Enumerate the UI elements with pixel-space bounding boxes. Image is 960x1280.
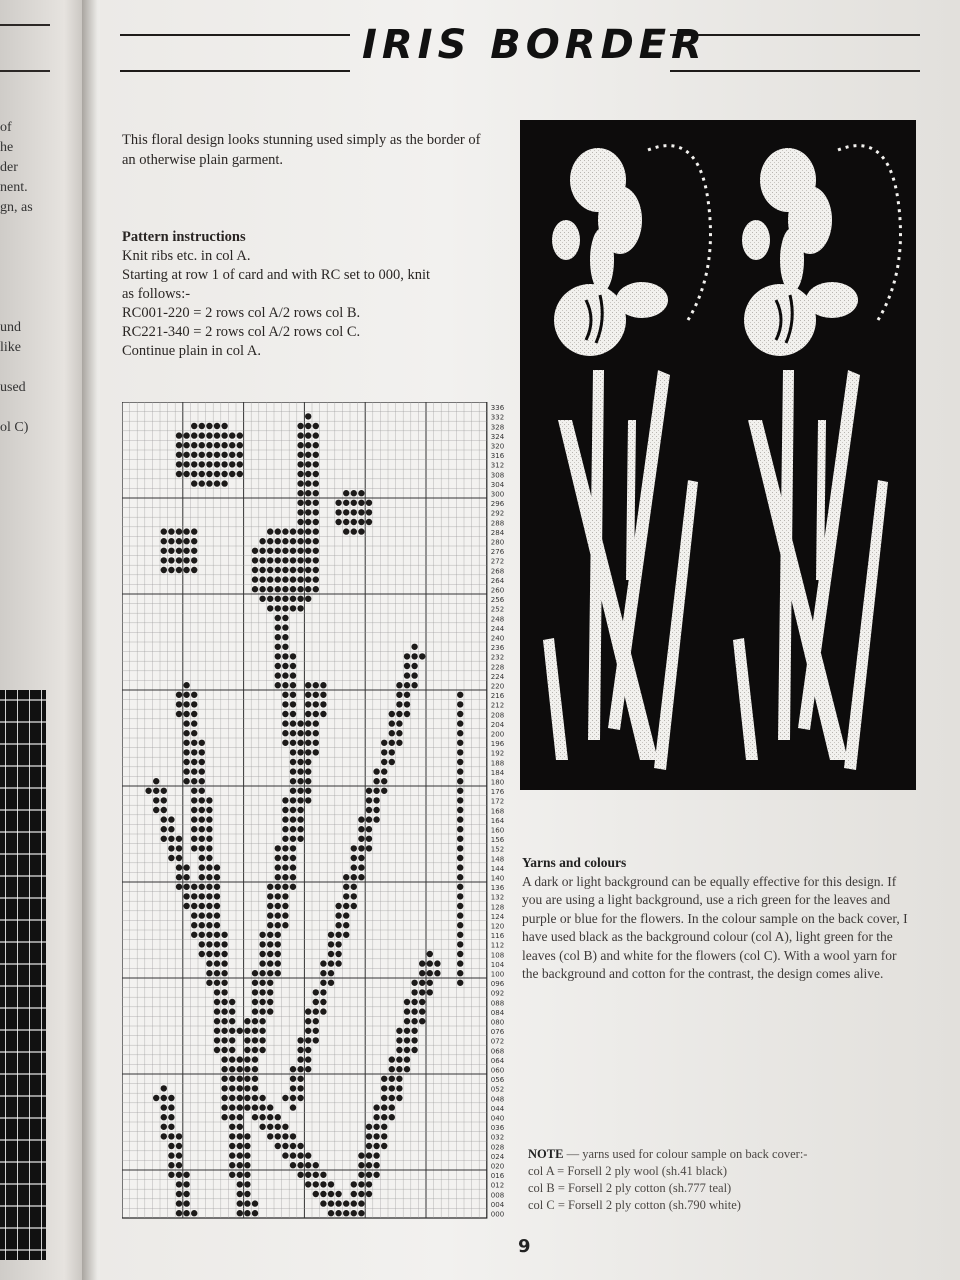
intro-paragraph: This floral design looks stunning used simply as the border of an otherwise plain garment. bbox=[122, 132, 481, 168]
left-text-line bbox=[0, 358, 48, 378]
chart-row-label: 320 bbox=[490, 442, 505, 451]
chart-row-label: 268 bbox=[490, 567, 505, 576]
chart-row-label: 132 bbox=[490, 893, 505, 902]
chart-row-label: 324 bbox=[490, 432, 505, 441]
instruction-line: Knit ribs etc. in col A. bbox=[122, 248, 251, 264]
left-rule-top bbox=[0, 24, 50, 26]
iris-leaf bbox=[543, 638, 568, 760]
iris-petal bbox=[616, 282, 668, 318]
pattern-instructions bbox=[122, 228, 502, 361]
chart-row-label: 060 bbox=[490, 1066, 505, 1075]
chart-row-label: 012 bbox=[490, 1181, 505, 1190]
title-rule-right-bottom bbox=[670, 70, 920, 72]
left-text-line bbox=[0, 238, 48, 258]
yarns-text: A dark or light background can be equally effective for this design. If you are using a light background, use a rich green for the leaves and purple or blue for the flowers. In the colour sample on the back cover, I have used black as the background colour (col A), light green for the leaves (col B) and white for the flowers (col C). With a wool yarn for the background and cotton for the contrast, the design comes alive. bbox=[522, 873, 908, 981]
chart-row-label: 180 bbox=[490, 778, 505, 787]
left-text-line: und bbox=[0, 320, 21, 335]
instruction-line: Continue plain in col A. bbox=[122, 343, 261, 359]
left-text-line: of bbox=[0, 120, 12, 135]
chart-row-label: 248 bbox=[490, 615, 505, 624]
chart-row-label: 264 bbox=[490, 576, 505, 585]
yarns-and-colours-section bbox=[522, 854, 914, 984]
chart-row-label: 336 bbox=[490, 404, 505, 413]
punchcard-grid-svg bbox=[122, 402, 514, 1224]
left-text-line bbox=[0, 298, 48, 318]
chart-row-label: 252 bbox=[490, 605, 505, 614]
chart-row-label: 152 bbox=[490, 845, 505, 854]
chart-row-label: 272 bbox=[490, 557, 505, 566]
left-text-line: used bbox=[0, 380, 26, 395]
note-line: col A = Forsell 2 ply wool (sh.41 black) bbox=[528, 1164, 728, 1178]
chart-row-label: 084 bbox=[490, 1008, 505, 1017]
iris-petal bbox=[742, 220, 770, 260]
chart-row-label: 100 bbox=[490, 970, 505, 979]
left-page-text bbox=[0, 118, 48, 438]
chart-row-label: 316 bbox=[490, 452, 505, 461]
chart-row-label: 224 bbox=[490, 672, 505, 681]
chart-row-label: 176 bbox=[490, 788, 505, 797]
chart-row-label: 184 bbox=[490, 768, 505, 777]
chart-row-label: 120 bbox=[490, 922, 505, 931]
chart-row-label: 080 bbox=[490, 1018, 505, 1027]
chart-row-label: 284 bbox=[490, 528, 505, 537]
left-text-line bbox=[0, 258, 48, 278]
chart-row-label: 024 bbox=[490, 1152, 505, 1161]
punchcard-chart bbox=[122, 402, 514, 1229]
left-text-line: nent. bbox=[0, 180, 28, 195]
chart-row-label: 136 bbox=[490, 884, 505, 893]
instruction-line: Starting at row 1 of card and with RC set to 000, knit bbox=[122, 267, 431, 283]
note-line: col C = Forsell 2 ply cotton (sh.790 white) bbox=[528, 1198, 741, 1212]
chart-row-label: 232 bbox=[490, 653, 505, 662]
chart-row-label: 280 bbox=[490, 538, 505, 547]
chart-row-label: 108 bbox=[490, 951, 505, 960]
iris-leaf bbox=[608, 370, 670, 730]
chart-row-label: 016 bbox=[490, 1172, 505, 1181]
chart-row-label: 028 bbox=[490, 1143, 505, 1152]
chart-row-label: 192 bbox=[490, 749, 505, 758]
chart-row-label: 296 bbox=[490, 500, 505, 509]
iris-petal bbox=[590, 228, 614, 292]
chart-row-label: 276 bbox=[490, 548, 505, 557]
knitted-sample-photo bbox=[520, 120, 916, 790]
chart-row-label: 308 bbox=[490, 471, 505, 480]
chart-row-label: 220 bbox=[490, 682, 505, 691]
chart-row-label: 288 bbox=[490, 519, 505, 528]
chart-row-label: 144 bbox=[490, 864, 505, 873]
chart-row-label: 008 bbox=[490, 1191, 505, 1200]
chart-row-label: 128 bbox=[490, 903, 505, 912]
chart-row-label: 048 bbox=[490, 1095, 505, 1104]
chart-row-label: 168 bbox=[490, 807, 505, 816]
iris-leaf bbox=[733, 638, 758, 760]
chart-row-label: 056 bbox=[490, 1076, 505, 1085]
left-rule-bottom bbox=[0, 70, 50, 72]
note-line: col B = Forsell 2 ply cotton (sh.777 teal) bbox=[528, 1181, 732, 1195]
chart-row-label: 148 bbox=[490, 855, 505, 864]
chart-row-label: 188 bbox=[490, 759, 505, 768]
page-title: IRIS BORDER bbox=[362, 22, 707, 68]
title-rule-left-top bbox=[120, 34, 350, 36]
left-text-line: like bbox=[0, 340, 21, 355]
chart-row-label: 260 bbox=[490, 586, 505, 595]
iris-leaf bbox=[588, 370, 604, 740]
pattern-instructions-heading: Pattern instructions bbox=[122, 229, 246, 245]
chart-row-label: 300 bbox=[490, 490, 505, 499]
left-text-line bbox=[0, 218, 48, 238]
iris-petal bbox=[806, 282, 858, 318]
chart-row-label: 156 bbox=[490, 836, 505, 845]
left-text-line bbox=[0, 278, 48, 298]
iris-leaf bbox=[654, 480, 698, 770]
chart-row-label: 004 bbox=[490, 1200, 505, 1209]
instruction-line: RC221-340 = 2 rows col A/2 rows col C. bbox=[122, 324, 361, 340]
yarns-heading: Yarns and colours bbox=[522, 855, 627, 870]
title-rule-right-top bbox=[670, 34, 920, 36]
iris-petal bbox=[780, 228, 804, 292]
chart-row-label: 036 bbox=[490, 1124, 505, 1133]
left-text-line: der bbox=[0, 160, 18, 175]
chart-row-label: 096 bbox=[490, 980, 505, 989]
left-knit-sample-edge bbox=[0, 690, 46, 1260]
chart-row-label: 328 bbox=[490, 423, 505, 432]
chart-row-label: 256 bbox=[490, 596, 505, 605]
chart-row-label: 040 bbox=[490, 1114, 505, 1123]
chart-row-label: 292 bbox=[490, 509, 505, 518]
chart-row-label: 172 bbox=[490, 797, 505, 806]
chart-row-label: 020 bbox=[490, 1162, 505, 1171]
instruction-line: as follows:- bbox=[122, 286, 191, 302]
page-number: 9 bbox=[518, 1236, 531, 1257]
chart-row-label: 164 bbox=[490, 816, 505, 825]
chart-row-label: 088 bbox=[490, 999, 505, 1008]
page bbox=[100, 0, 960, 1280]
chart-row-label: 092 bbox=[490, 989, 505, 998]
chart-row-label: 104 bbox=[490, 960, 505, 969]
left-text-line: ol C) bbox=[0, 420, 29, 435]
chart-row-label: 200 bbox=[490, 730, 505, 739]
chart-row-label: 032 bbox=[490, 1133, 505, 1142]
chart-row-label: 236 bbox=[490, 644, 505, 653]
chart-row-label: 160 bbox=[490, 826, 505, 835]
left-text-line bbox=[0, 398, 48, 418]
chart-row-label: 052 bbox=[490, 1085, 505, 1094]
chart-row-label: 212 bbox=[490, 701, 505, 710]
chart-row-label: 112 bbox=[490, 941, 505, 950]
iris-petal bbox=[552, 220, 580, 260]
title-rule-left-bottom bbox=[120, 70, 350, 72]
chart-row-label: 196 bbox=[490, 740, 505, 749]
knitted-iris-image bbox=[520, 120, 916, 790]
chart-row-label: 000 bbox=[490, 1210, 505, 1219]
note-section bbox=[528, 1146, 918, 1214]
chart-row-label: 244 bbox=[490, 624, 505, 633]
chart-row-label: 064 bbox=[490, 1056, 505, 1065]
chart-row-label: 312 bbox=[490, 461, 505, 470]
chart-row-label: 076 bbox=[490, 1028, 505, 1037]
instruction-line: RC001-220 = 2 rows col A/2 rows col B. bbox=[122, 305, 361, 321]
chart-row-label: 216 bbox=[490, 692, 505, 701]
chart-row-label: 072 bbox=[490, 1037, 505, 1046]
chart-row-label: 140 bbox=[490, 874, 505, 883]
chart-row-label: 228 bbox=[490, 663, 505, 672]
chart-row-label: 204 bbox=[490, 720, 505, 729]
iris-leaf bbox=[558, 420, 658, 760]
chart-row-label: 044 bbox=[490, 1104, 505, 1113]
chart-row-label: 332 bbox=[490, 413, 505, 422]
iris-leaf bbox=[844, 480, 888, 770]
iris-leaf bbox=[748, 420, 848, 760]
left-facing-page bbox=[0, 0, 92, 1280]
chart-row-label: 240 bbox=[490, 634, 505, 643]
left-text-line: he bbox=[0, 140, 14, 155]
note-heading: NOTE bbox=[528, 1147, 564, 1161]
chart-row-label: 124 bbox=[490, 912, 505, 921]
chart-row-label: 304 bbox=[490, 480, 505, 489]
note-intro: — yarns used for colour sample on back cover:- bbox=[563, 1147, 808, 1161]
iris-leaf bbox=[798, 370, 860, 730]
chart-row-label: 116 bbox=[490, 932, 505, 941]
chart-row-label: 208 bbox=[490, 711, 505, 720]
iris-leaf bbox=[778, 370, 794, 740]
chart-row-label: 068 bbox=[490, 1047, 505, 1056]
left-text-line: gn, as bbox=[0, 200, 33, 215]
